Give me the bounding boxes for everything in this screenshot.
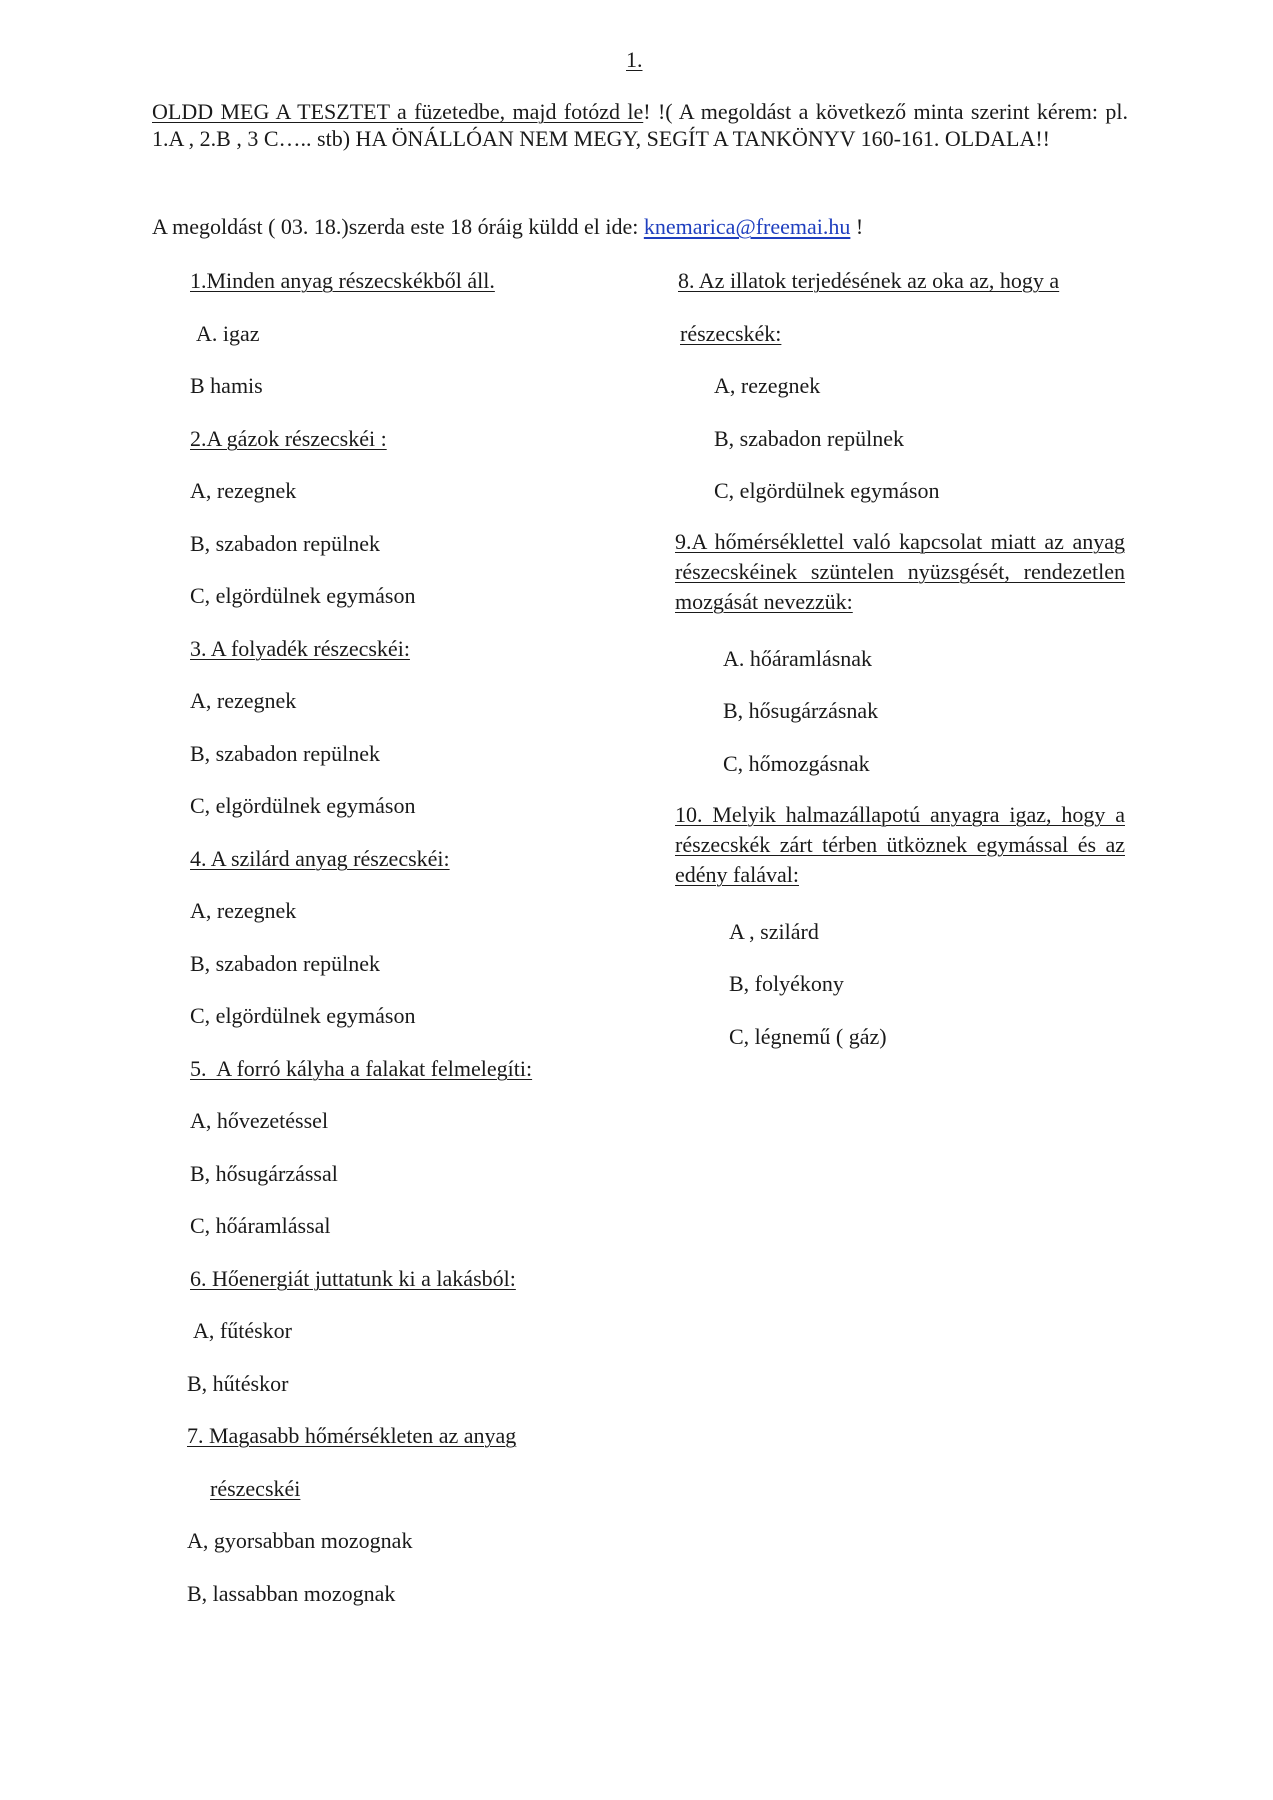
q1-option-b: B hamis	[190, 373, 263, 398]
q9-option-c: C, hőmozgásnak	[723, 751, 870, 776]
question-8: 8. Az illatok terjedésének az oka az, hogy a	[678, 268, 1060, 293]
question-7-continued: részecskéi	[210, 1476, 301, 1501]
deadline-text: A megoldást ( 03. 18.)szerda este 18 óráig küldd el ide:	[152, 214, 644, 239]
q2-option-a: A, rezegnek	[190, 478, 297, 503]
q9-option-a: A. hőáramlásnak	[723, 646, 873, 671]
question-5: 5. A forró kályha a falakat felmelegíti:	[190, 1056, 533, 1081]
q10-option-c: C, légnemű ( gáz)	[729, 1024, 887, 1049]
email-link[interactable]: knemarica@freemai.hu	[643, 214, 851, 239]
q4-option-b: B, szabadon repülnek	[190, 951, 380, 976]
q5-option-a: A, hővezetéssel	[190, 1108, 329, 1133]
question-4: 4. A szilárd anyag részecskéi:	[190, 846, 450, 871]
q4-option-a: A, rezegnek	[190, 898, 297, 923]
question-2: 2.A gázok részecskéi :	[190, 426, 387, 451]
q3-option-b: B, szabadon repülnek	[190, 741, 380, 766]
page-number: 1.	[626, 47, 643, 72]
question-3: 3. A folyadék részecskéi:	[190, 636, 410, 661]
q2-option-b: B, szabadon repülnek	[190, 531, 380, 556]
q10-option-b: B, folyékony	[729, 971, 844, 996]
question-7: 7. Magasabb hőmérsékleten az anyag	[187, 1423, 517, 1448]
instructions	[152, 98, 1128, 152]
q2-option-c: C, elgördülnek egymáson	[190, 583, 416, 608]
q3-option-c: C, elgördülnek egymáson	[190, 793, 416, 818]
q3-option-a: A, rezegnek	[190, 688, 297, 713]
q6-option-b: B, hűtéskor	[187, 1371, 289, 1396]
question-9: 9.A hőmérséklettel való kapcsolat miatt az anyag részecskéinek szüntelen nyüzsgését, rendezetlen mozgását nevezzük:	[675, 529, 1125, 614]
q5-option-b: B, hősugárzással	[190, 1161, 338, 1186]
q1-option-a: A. igaz	[196, 321, 260, 346]
question-10: 10. Melyik halmazállapotú anyagra igaz, hogy a részecskék zárt térben ütköznek egymással és az edény falával:	[675, 802, 1125, 887]
q8-option-c: C, elgördülnek egymáson	[714, 478, 940, 503]
question-6: 6. Hőenergiát juttatunk ki a lakásból:	[190, 1266, 516, 1291]
q7-option-b: B, lassabban mozognak	[187, 1581, 396, 1606]
question-1: 1.Minden anyag részecskékből áll.	[190, 268, 495, 293]
instructions-rest: ! !( A megoldást a következő minta szerint kérem: pl. 1.A , 2.B , 3 C….. stb) HA ÖNÁLLÓAN NEM MEGY, SEGÍT A TANKÖNYV 160-161. OLDALA!!	[152, 99, 1128, 151]
q10-option-a: A , szilárd	[729, 919, 819, 944]
q9-option-b: B, hősugárzásnak	[723, 698, 879, 723]
q6-option-a: A, fűtéskor	[193, 1318, 292, 1343]
q4-option-c: C, elgördülnek egymáson	[190, 1003, 416, 1028]
instructions-underlined: OLDD MEG A TESZTET a füzetedbe, majd fotózd le	[152, 99, 644, 124]
q5-option-c: C, hőáramlással	[190, 1213, 331, 1238]
q8-option-b: B, szabadon repülnek	[714, 426, 904, 451]
deadline-end: !	[850, 214, 864, 239]
question-8-continued: részecskék:	[680, 321, 782, 346]
q7-option-a: A, gyorsabban mozognak	[187, 1528, 413, 1553]
q8-option-a: A, rezegnek	[714, 373, 821, 398]
deadline-line	[152, 213, 1128, 240]
